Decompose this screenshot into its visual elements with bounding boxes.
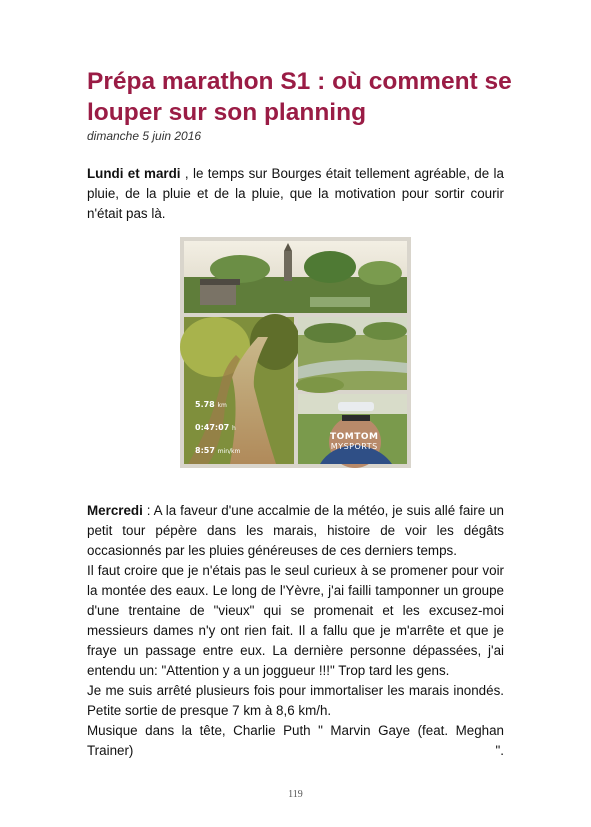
distance-unit: km (217, 402, 227, 409)
article-title: Prépa marathon S1 : où comment se louper sur son planning (87, 68, 512, 126)
paragraph-wednesday (87, 501, 504, 761)
pace-value: 8:57 (195, 446, 215, 455)
run-stats-overlay (195, 401, 240, 455)
article-date: dimanche 5 juin 2016 (87, 129, 202, 143)
paragraph-lead: Lundi et mardi (87, 166, 181, 181)
paragraph-text-4: Musique dans la tête, Charlie Puth " Marvin Gaye (feat. Meghan Trainer) (87, 723, 504, 758)
paragraph-text: : A la faveur d'une accalmie de la météo, je suis allé faire un petit tour pépère dans les marais, histoire de voir les dégâts occasionnés par les pluies généreuses de ces derniers temps. (87, 503, 504, 558)
paragraph-text-2: Il faut croire que je n'étais pas le seul curieux à se promener pour voir la montée des eaux. Le long de l'Yèvre, j'ai failli tamponner un groupe d'une trentaine de "vieux" qui se promenait et les excusez-moi messieurs dames n'y ont rien fait. Il a fallu que je m'arrête et que je fraye un passage entre eux. La dernière personne dépassées, j'ai entendu un: "Attention y a un joggueur !!!" Trop tard les gens. (87, 563, 504, 678)
duration-unit: h (232, 425, 236, 432)
paragraph-lead: Mercredi (87, 503, 143, 518)
paragraph-text: , le temps sur Bourges était tellement agréable, de la pluie, de la pluie et de la pluie, que la motivation pour sortir courir n'était pas là. (87, 166, 504, 221)
brand-bottom: MYSPORTS (330, 442, 378, 451)
paragraph-monday-tuesday (87, 164, 504, 224)
distance-value: 5.78 (195, 400, 215, 409)
paragraph-text-3: Je me suis arrêté plusieurs fois pour immortaliser les marais inondés. Petite sortie de presque 7 km à 8,6 km/h. (87, 683, 504, 718)
paragraph-text-4-end: ". (495, 743, 504, 758)
page-number: 119 (288, 789, 303, 800)
duration-value: 0:47:07 (195, 423, 230, 432)
pace-unit: min/km (217, 448, 241, 455)
tomtom-logo (330, 432, 379, 451)
photo-collage (180, 237, 411, 468)
brand-top: TOMTOM (330, 432, 379, 442)
